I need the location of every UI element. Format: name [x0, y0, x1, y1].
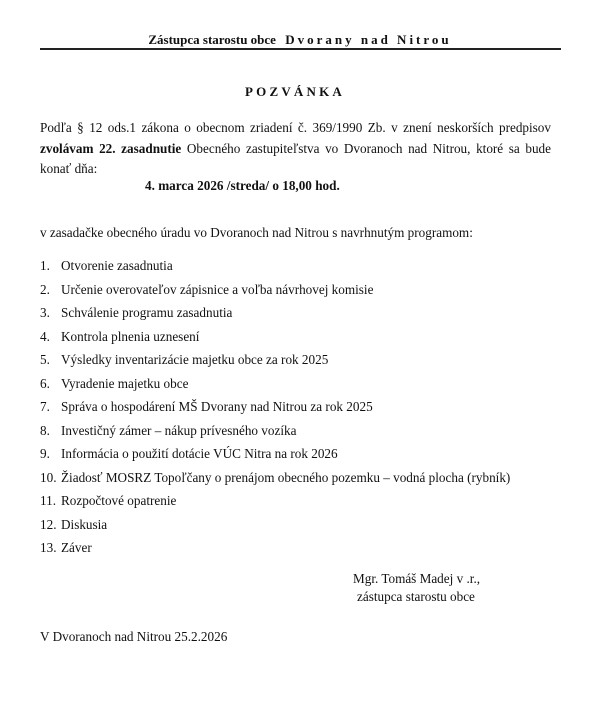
- agenda-item: [40, 516, 510, 540]
- agenda-item: [40, 328, 510, 352]
- agenda-item-number: 7.: [40, 399, 50, 414]
- agenda-item: [40, 539, 510, 563]
- agenda-item-number: 3.: [40, 305, 50, 320]
- agenda-list: [40, 257, 510, 563]
- agenda-item: [40, 422, 510, 446]
- venue-line: v zasadačke obecného úradu vo Dvoranoch nad Nitrou s navrhnutým programom:: [40, 225, 473, 240]
- agenda-item-text: Správa o hospodárení MŠ Dvorany nad Nitrou za rok 2025: [61, 399, 373, 414]
- header-office: Zástupca starostu obce: [148, 32, 276, 47]
- agenda-item: [40, 469, 510, 493]
- agenda-item-text: Investičný zámer – nákup prívesného vozíka: [61, 422, 297, 438]
- agenda-item: [40, 304, 510, 328]
- agenda-item-number: 8.: [40, 422, 50, 438]
- header-municipality: Dvorany nad Nitrou: [285, 32, 452, 47]
- agenda-item: [40, 351, 510, 375]
- agenda-item-text: Informácia o použití dotácie VÚC Nitra na rok 2026: [61, 446, 338, 461]
- agenda-item: [40, 257, 510, 281]
- agenda-item-number: 1.: [40, 258, 50, 273]
- agenda-item: [40, 445, 510, 469]
- agenda-item-text: Určenie overovateľov zápisnice a voľba návrhovej komisie: [61, 281, 374, 297]
- agenda-item-number: 5.: [40, 352, 50, 367]
- place-and-date: V Dvoranoch nad Nitrou 25.2.2026: [40, 629, 228, 644]
- agenda-item-text: Otvorenie zasadnutia: [61, 258, 173, 273]
- agenda-item-number: 2.: [40, 281, 50, 297]
- document-header: [40, 32, 560, 48]
- agenda-item-number: 9.: [40, 446, 50, 461]
- agenda-item-number: 13.: [40, 540, 57, 555]
- signatory-role: zástupca starostu obce: [357, 589, 475, 604]
- agenda-item-text: Vyradenie majetku obce: [61, 375, 189, 391]
- agenda-item-number: 11.: [40, 493, 56, 508]
- agenda-item-number: 4.: [40, 328, 50, 344]
- agenda-item-text: Výsledky inventarizácie majetku obce za rok 2025: [61, 352, 329, 367]
- signature-block: [353, 570, 480, 606]
- intro-bold-phrase: zvolávam 22. zasadnutie: [40, 140, 182, 156]
- intro-rest: Obecného zastupiteľstva vo Dvoranoch nad Nitrou, ktoré sa bude konať dňa:: [40, 140, 552, 176]
- agenda-item-number: 10.: [40, 469, 57, 485]
- agenda-item-text: Rozpočtové opatrenie: [61, 493, 177, 508]
- intro-lead: Podľa § 12 ods.1 zákona o obecnom zriadení č. 369/1990 Zb. v znení neskorších predpisov: [40, 120, 551, 135]
- document-title: POZVÁNKA: [245, 84, 345, 99]
- intro-paragraph: [40, 118, 551, 180]
- agenda-item-text: Kontrola plnenia uznesení: [61, 328, 200, 344]
- agenda-item-text: Záver: [61, 540, 92, 555]
- agenda-item: [40, 281, 510, 305]
- agenda-item: [40, 398, 510, 422]
- meeting-date: 4. marca 2026 /streda/ o 18,00 hod.: [145, 178, 340, 193]
- agenda-item-number: 12.: [40, 516, 57, 532]
- agenda-item-text: Schválenie programu zasadnutia: [61, 305, 233, 320]
- header-divider: [40, 48, 561, 50]
- agenda-item-text: Žiadosť MOSRZ Topoľčany o prenájom obecného pozemku – vodná plocha (rybník): [61, 469, 511, 485]
- signatory-name: Mgr. Tomáš Madej v .r.,: [353, 571, 481, 586]
- agenda-item-text: Diskusia: [61, 516, 108, 532]
- agenda-item: [40, 492, 510, 516]
- agenda-item-number: 6.: [40, 375, 50, 391]
- agenda-item: [40, 375, 510, 399]
